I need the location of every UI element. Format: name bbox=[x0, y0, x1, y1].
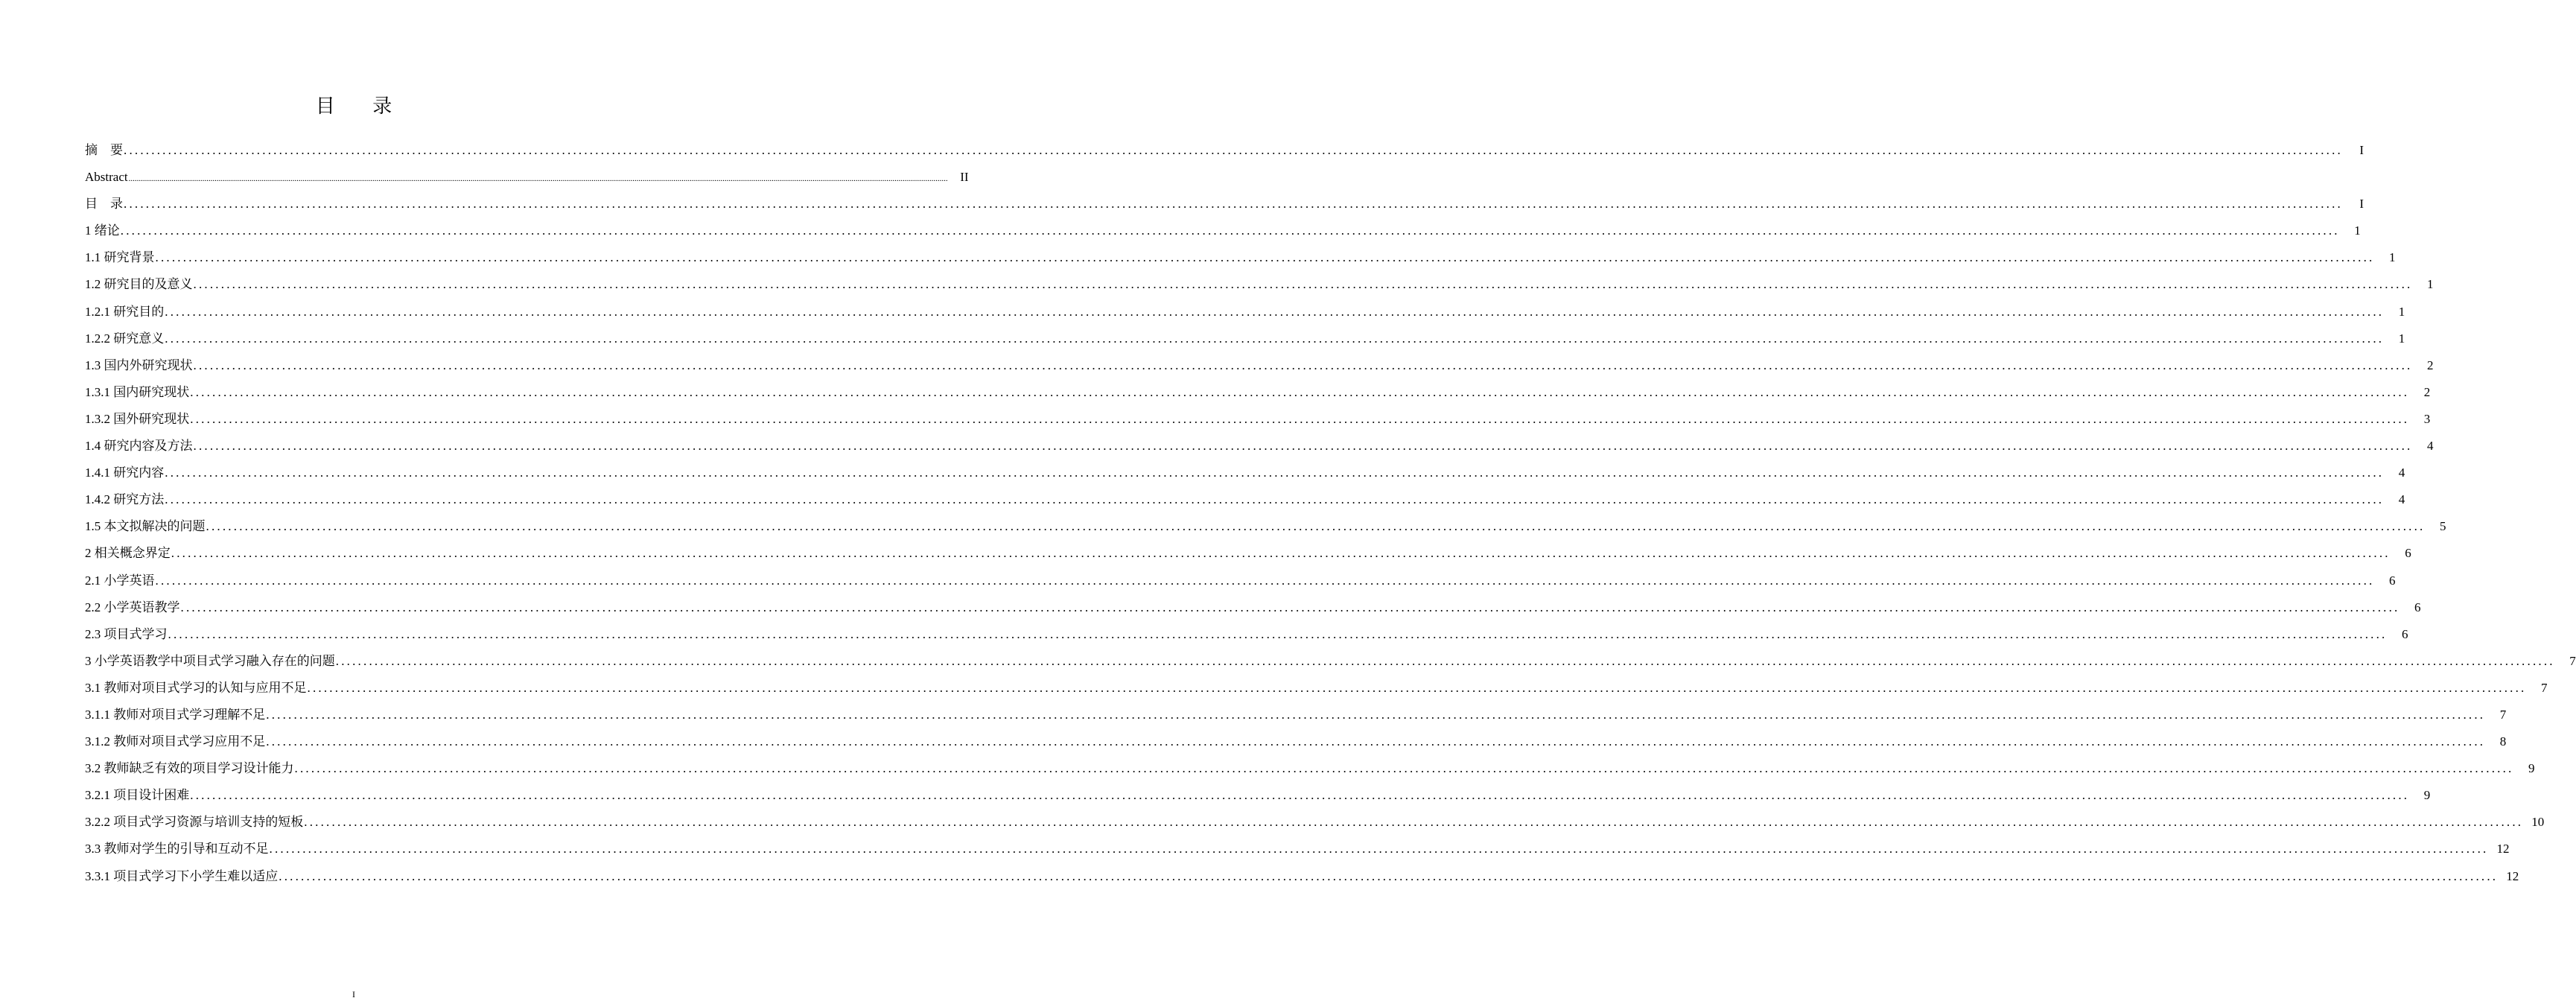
toc-entry-label: 2 相关概念界定 bbox=[85, 546, 171, 561]
toc-entry[interactable] bbox=[85, 836, 2510, 862]
toc-entry[interactable] bbox=[85, 299, 2405, 325]
toc-entry-page-number: 8 bbox=[2499, 734, 2507, 749]
dot-leader: ................................................................................................................................................................................................................................................................................................................................................................................................................ bbox=[266, 734, 2486, 749]
toc-entry-label: 2.2 小学英语教学 bbox=[85, 600, 180, 614]
toc-entry-page-number: 3 bbox=[2423, 411, 2431, 426]
toc-entry-page-number: 4 bbox=[2398, 492, 2405, 507]
dot-leader: ................................................................................................................................................................................................................................................................................................................................................................................................................ bbox=[155, 250, 2375, 265]
toc-entry-label: 3.2.1 项目设计困难 bbox=[85, 788, 190, 803]
dot-leader: ................................................................................................................................................................................................................................................................................................................................................................................................................ bbox=[294, 761, 2514, 776]
dot-leader: ................................................................................................................................................................................................................................................................................................................................................................................................................ bbox=[168, 626, 2388, 641]
dot-leader: ................................................................................................................................................................................................................................................................................................................................................................................................................ bbox=[128, 174, 948, 184]
dot-leader: ................................................................................................................................................................................................................................................................................................................................................................................................................ bbox=[193, 439, 2413, 454]
toc-entry-label: 1.4.1 研究内容 bbox=[85, 465, 165, 480]
toc-entry-page-number: II bbox=[960, 170, 969, 185]
toc-entry[interactable] bbox=[85, 782, 2431, 809]
toc-entry-page-number: 9 bbox=[2423, 788, 2431, 803]
toc-entry-page-number: 6 bbox=[2405, 546, 2411, 561]
toc-entry[interactable] bbox=[85, 863, 2519, 890]
toc-entry-label: 3.3 教师对学生的引导和互动不足 bbox=[85, 842, 269, 857]
toc-entry-label: 3.3.1 项目式学习下小学生难以适应 bbox=[85, 868, 279, 883]
dot-leader: ................................................................................................................................................................................................................................................................................................................................................................................................................ bbox=[190, 788, 2410, 803]
toc-entry[interactable] bbox=[85, 217, 2361, 244]
toc-entry[interactable] bbox=[85, 379, 2431, 406]
dot-leader: ................................................................................................................................................................................................................................................................................................................................................................................................................ bbox=[193, 358, 2413, 372]
toc-entry-label: 2.3 项目式学习 bbox=[85, 626, 168, 641]
toc-entry-page-number: 1 bbox=[2389, 250, 2396, 265]
toc-entry-label: 1.3.2 国外研究现状 bbox=[85, 411, 190, 426]
dot-leader: ................................................................................................................................................................................................................................................................................................................................................................................................................ bbox=[171, 546, 2391, 561]
toc-entry-page-number: I bbox=[2359, 143, 2364, 157]
toc-entry[interactable] bbox=[85, 728, 2507, 755]
toc-entry[interactable] bbox=[85, 244, 2396, 271]
toc-entry[interactable] bbox=[85, 568, 2396, 594]
toc-entry-label: 3.1 教师对项目式学习的认知与应用不足 bbox=[85, 680, 307, 695]
toc-entry[interactable] bbox=[85, 433, 2434, 460]
toc-entry-label: 1.4.2 研究方法 bbox=[85, 492, 165, 507]
toc-entry-page-number: 1 bbox=[2354, 223, 2361, 238]
toc-entry-page-number: 6 bbox=[2402, 626, 2408, 641]
toc-entry-label: 1.4 研究内容及方法 bbox=[85, 439, 193, 454]
dot-leader: ................................................................................................................................................................................................................................................................................................................................................................................................................ bbox=[335, 653, 2555, 668]
toc-entry-label: 目 录 bbox=[85, 197, 123, 212]
toc-entry-page-number: 6 bbox=[2414, 600, 2421, 614]
toc-entry-page-number: 4 bbox=[2427, 439, 2434, 454]
toc-entry-label: 3.1.1 教师对项目式学习理解不足 bbox=[85, 707, 266, 722]
toc-entry-label: 1.2.2 研究意义 bbox=[85, 331, 165, 346]
toc-entry-label: 3.2.2 项目式学习资源与培训支持的短板 bbox=[85, 815, 304, 830]
toc-entry-page-number: 1 bbox=[2398, 304, 2405, 319]
dot-leader: ................................................................................................................................................................................................................................................................................................................................................................................................................ bbox=[165, 304, 2385, 319]
dot-leader: ................................................................................................................................................................................................................................................................................................................................................................................................................ bbox=[190, 411, 2410, 426]
toc-entry[interactable] bbox=[85, 702, 2507, 728]
toc-entry-label: 3 小学英语教学中项目式学习融入存在的问题 bbox=[85, 653, 335, 668]
toc-entry-page-number: 7 bbox=[2569, 653, 2576, 668]
toc-entry-label: 1.5 本文拟解决的问题 bbox=[85, 519, 206, 534]
toc-entry-page-number: 7 bbox=[2499, 707, 2507, 722]
toc-entry-label: 2.1 小学英语 bbox=[85, 573, 155, 588]
dot-leader: ................................................................................................................................................................................................................................................................................................................................................................................................................ bbox=[120, 223, 2340, 238]
dot-leader: ................................................................................................................................................................................................................................................................................................................................................................................................................ bbox=[190, 384, 2410, 399]
toc-entry-label: Abstract bbox=[85, 170, 128, 185]
dot-leader: ................................................................................................................................................................................................................................................................................................................................................................................................................ bbox=[155, 573, 2375, 588]
dot-leader: ................................................................................................................................................................................................................................................................................................................................................................................................................ bbox=[304, 815, 2524, 830]
toc-entry-label: 1.1 研究背景 bbox=[85, 250, 155, 265]
toc-entry-label: 1.3.1 国内研究现状 bbox=[85, 384, 190, 399]
toc-entry[interactable] bbox=[85, 406, 2431, 433]
dot-leader: ................................................................................................................................................................................................................................................................................................................................................................................................................ bbox=[165, 492, 2385, 507]
dot-leader: ................................................................................................................................................................................................................................................................................................................................................................................................................ bbox=[180, 600, 2400, 614]
table-of-contents bbox=[85, 137, 2576, 890]
dot-leader: ................................................................................................................................................................................................................................................................................................................................................................................................................ bbox=[165, 331, 2385, 346]
toc-entry-page-number: 5 bbox=[2440, 519, 2446, 534]
toc-entry-page-number: 1 bbox=[2398, 331, 2405, 346]
page-number-footer: I bbox=[352, 989, 355, 1000]
toc-entry[interactable] bbox=[85, 755, 2535, 782]
dot-leader: ................................................................................................................................................................................................................................................................................................................................................................................................................ bbox=[124, 197, 2343, 212]
toc-entry[interactable] bbox=[85, 460, 2405, 486]
toc-entry[interactable] bbox=[85, 540, 2411, 567]
dot-leader: ................................................................................................................................................................................................................................................................................................................................................................................................................ bbox=[124, 143, 2343, 157]
dot-leader: ................................................................................................................................................................................................................................................................................................................................................................................................................ bbox=[165, 465, 2385, 480]
toc-entry-page-number: 4 bbox=[2398, 465, 2405, 480]
toc-entry-label: 1.3 国内外研究现状 bbox=[85, 358, 193, 372]
toc-entry-page-number: 6 bbox=[2389, 573, 2396, 588]
toc-entry-page-number: 12 bbox=[2506, 868, 2519, 883]
toc-entry[interactable] bbox=[85, 594, 2421, 621]
toc-entry-page-number: 2 bbox=[2427, 358, 2434, 372]
toc-entry-label: 1 绪论 bbox=[85, 223, 120, 238]
toc-entry-page-number: I bbox=[2359, 197, 2364, 212]
dot-leader: ................................................................................................................................................................................................................................................................................................................................................................................................................ bbox=[279, 868, 2499, 883]
toc-entry-label: 1.2 研究目的及意义 bbox=[85, 277, 193, 292]
toc-entry[interactable] bbox=[85, 648, 2576, 675]
dot-leader: ................................................................................................................................................................................................................................................................................................................................................................................................................ bbox=[269, 842, 2489, 857]
dot-leader: ................................................................................................................................................................................................................................................................................................................................................................................................................ bbox=[206, 519, 2426, 534]
toc-entry[interactable] bbox=[85, 191, 2364, 217]
toc-entry[interactable] bbox=[85, 271, 2434, 298]
toc-entry-label: 1.2.1 研究目的 bbox=[85, 304, 165, 319]
toc-entry-page-number: 1 bbox=[2427, 277, 2434, 292]
toc-entry[interactable] bbox=[85, 325, 2405, 352]
page-title: 目 录 bbox=[315, 95, 409, 117]
toc-entry[interactable] bbox=[85, 621, 2408, 648]
toc-entry-page-number: 12 bbox=[2496, 842, 2510, 857]
toc-entry[interactable] bbox=[85, 486, 2405, 513]
toc-entry-label: 摘 要 bbox=[85, 143, 123, 157]
toc-entry[interactable] bbox=[85, 352, 2434, 379]
toc-entry-page-number: 9 bbox=[2528, 761, 2535, 776]
dot-leader: ................................................................................................................................................................................................................................................................................................................................................................................................................ bbox=[266, 707, 2486, 722]
toc-entry[interactable] bbox=[85, 809, 2545, 836]
toc-entry-page-number: 7 bbox=[2541, 680, 2548, 695]
dot-leader: ................................................................................................................................................................................................................................................................................................................................................................................................................ bbox=[307, 680, 2527, 695]
toc-entry-page-number: 10 bbox=[2531, 815, 2545, 830]
toc-entry[interactable] bbox=[85, 137, 2364, 164]
toc-entry-page-number: 2 bbox=[2423, 384, 2431, 399]
toc-entry[interactable] bbox=[85, 164, 969, 191]
toc-entry[interactable] bbox=[85, 513, 2446, 540]
toc-entry-label: 3.2 教师缺乏有效的项目学习设计能力 bbox=[85, 761, 294, 776]
dot-leader: ................................................................................................................................................................................................................................................................................................................................................................................................................ bbox=[193, 277, 2413, 292]
toc-entry[interactable] bbox=[85, 675, 2548, 702]
toc-entry-label: 3.1.2 教师对项目式学习应用不足 bbox=[85, 734, 266, 749]
